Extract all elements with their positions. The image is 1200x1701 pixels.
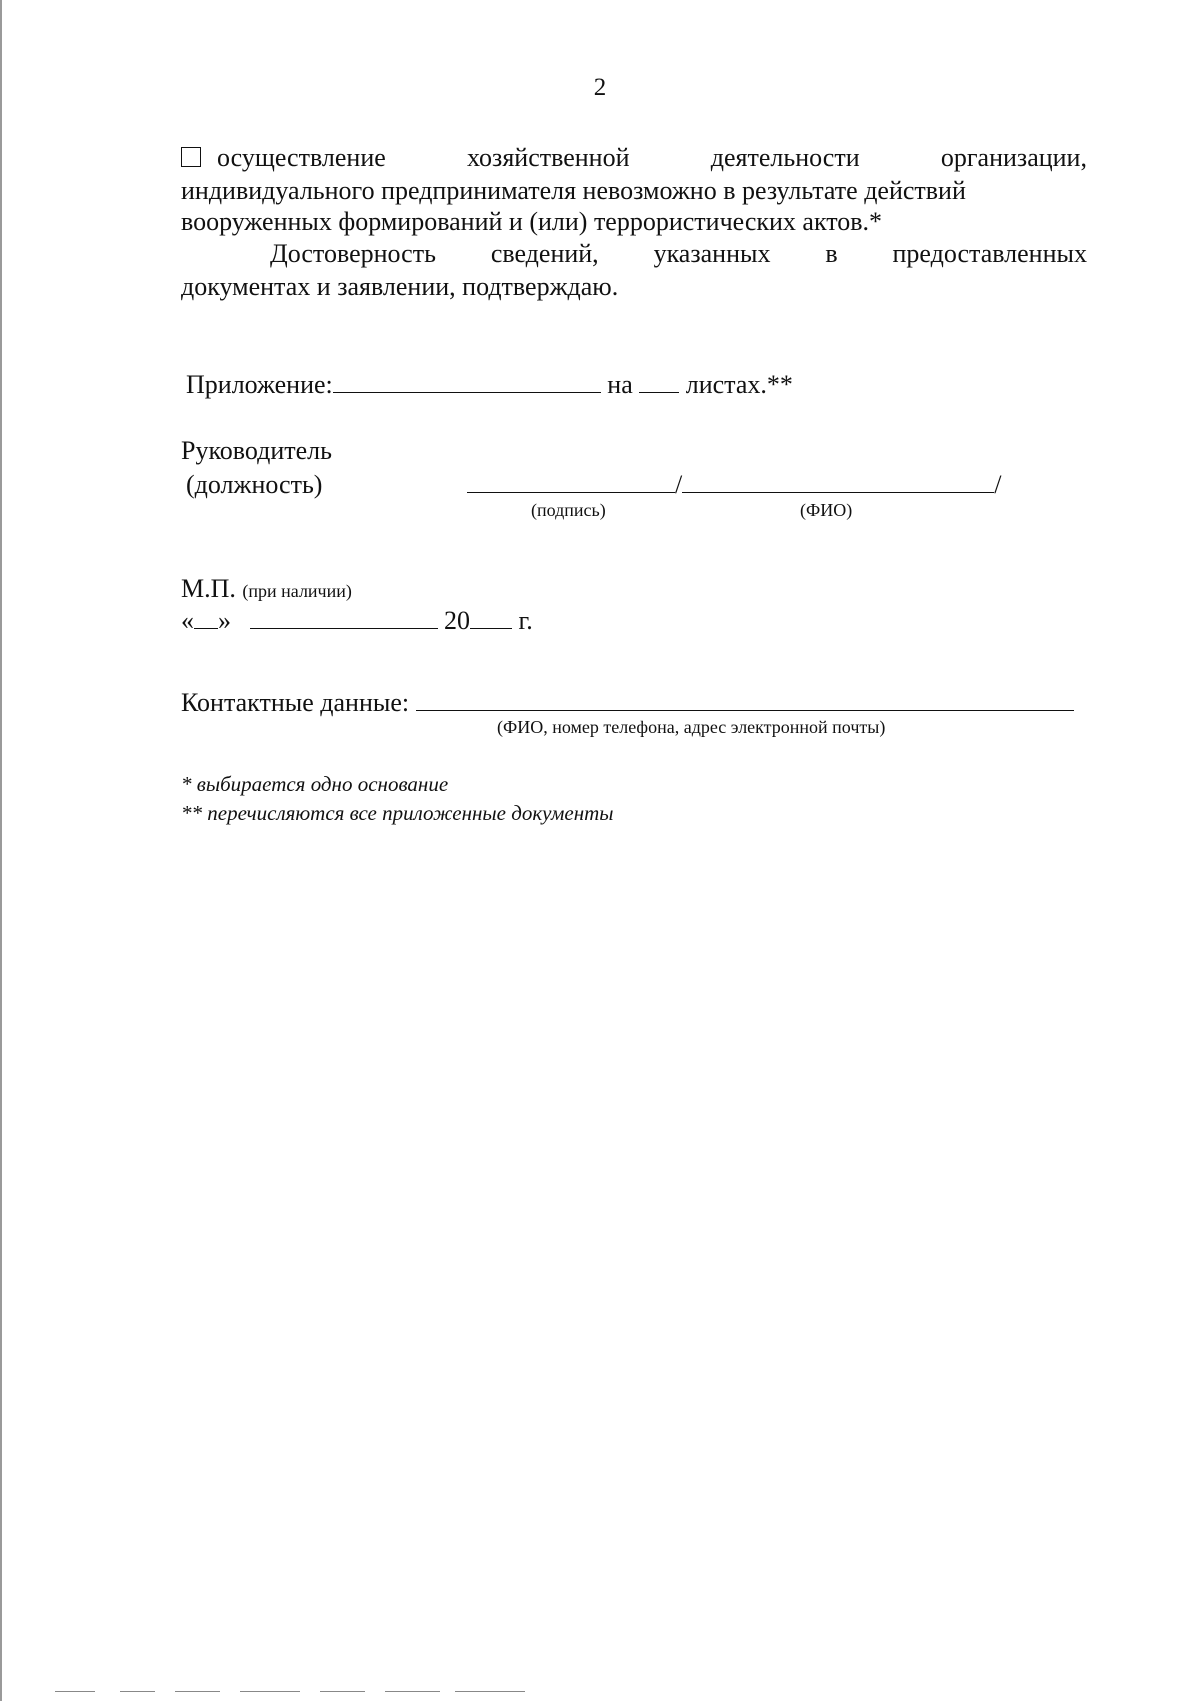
caption-name: (ФИО)	[800, 500, 853, 520]
word: осуществление	[217, 143, 386, 172]
attachment-sheets: листах.**	[685, 370, 793, 399]
attachment-label: Приложение:	[186, 370, 333, 399]
paragraph-1-line-1	[181, 143, 1087, 173]
attachment-on: на	[607, 370, 633, 399]
footnote-1: * выбирается одно основание	[181, 772, 449, 796]
scan-mark	[175, 1691, 220, 1692]
paragraph-1-line-3: вооруженных формирований и (или) террористических актов.*	[181, 207, 883, 236]
checkbox-icon[interactable]	[181, 147, 201, 167]
scan-mark	[55, 1691, 95, 1692]
signature-position: (должность)	[186, 470, 323, 499]
word: указанных	[653, 239, 771, 268]
paragraph-1-line-2: индивидуального предпринимателя невозможно в результате действий	[181, 176, 966, 205]
signature-line	[467, 470, 1001, 500]
signature-slash: /	[675, 470, 683, 499]
quote-close: »	[218, 606, 231, 635]
paragraph-2-line-2: документах и заявлении, подтверждаю.	[181, 272, 619, 301]
paragraph-2-line-1	[270, 239, 1087, 269]
stamp-mp: М.П.	[181, 574, 236, 603]
word: деятельности	[710, 143, 860, 172]
contact-field[interactable]	[416, 688, 1074, 711]
date-line	[181, 606, 533, 636]
year-field[interactable]	[470, 606, 512, 629]
scan-edge	[0, 0, 2, 1701]
caption-signature: (подпись)	[531, 500, 606, 520]
scan-mark	[385, 1691, 440, 1692]
signature-slash-end: /	[994, 470, 1002, 499]
word: хозяйственной	[467, 143, 630, 172]
scan-mark	[240, 1691, 300, 1692]
quote-open: «	[181, 606, 194, 635]
year-suffix: г.	[518, 606, 533, 635]
scan-mark	[120, 1691, 155, 1692]
month-field[interactable]	[250, 606, 438, 629]
footnote-2: ** перечисляются все приложенные документы	[181, 801, 614, 825]
name-field[interactable]	[682, 470, 994, 493]
contact-caption: (ФИО, номер телефона, адрес электронной почты)	[497, 717, 886, 737]
paragraph-1-first-word	[181, 143, 386, 173]
attachment-line	[186, 370, 793, 400]
word: предоставленных	[892, 239, 1087, 268]
stamp-if-any: (при наличии)	[242, 581, 352, 601]
signature-role: Руководитель	[181, 436, 332, 465]
year-prefix: 20	[444, 606, 470, 635]
word: организации,	[940, 143, 1087, 172]
page-number: 2	[593, 74, 607, 101]
sheets-count-field[interactable]	[639, 370, 679, 393]
contact-line	[181, 688, 1074, 718]
attachment-field[interactable]	[333, 370, 601, 393]
day-field[interactable]	[194, 606, 218, 629]
scan-mark	[455, 1691, 525, 1692]
scan-mark	[320, 1691, 365, 1692]
word: в	[825, 239, 838, 268]
word: Достоверность	[270, 239, 436, 268]
signature-field[interactable]	[467, 470, 675, 493]
contact-label: Контактные данные:	[181, 688, 410, 717]
stamp-line	[181, 574, 352, 604]
word: сведений,	[490, 239, 599, 268]
